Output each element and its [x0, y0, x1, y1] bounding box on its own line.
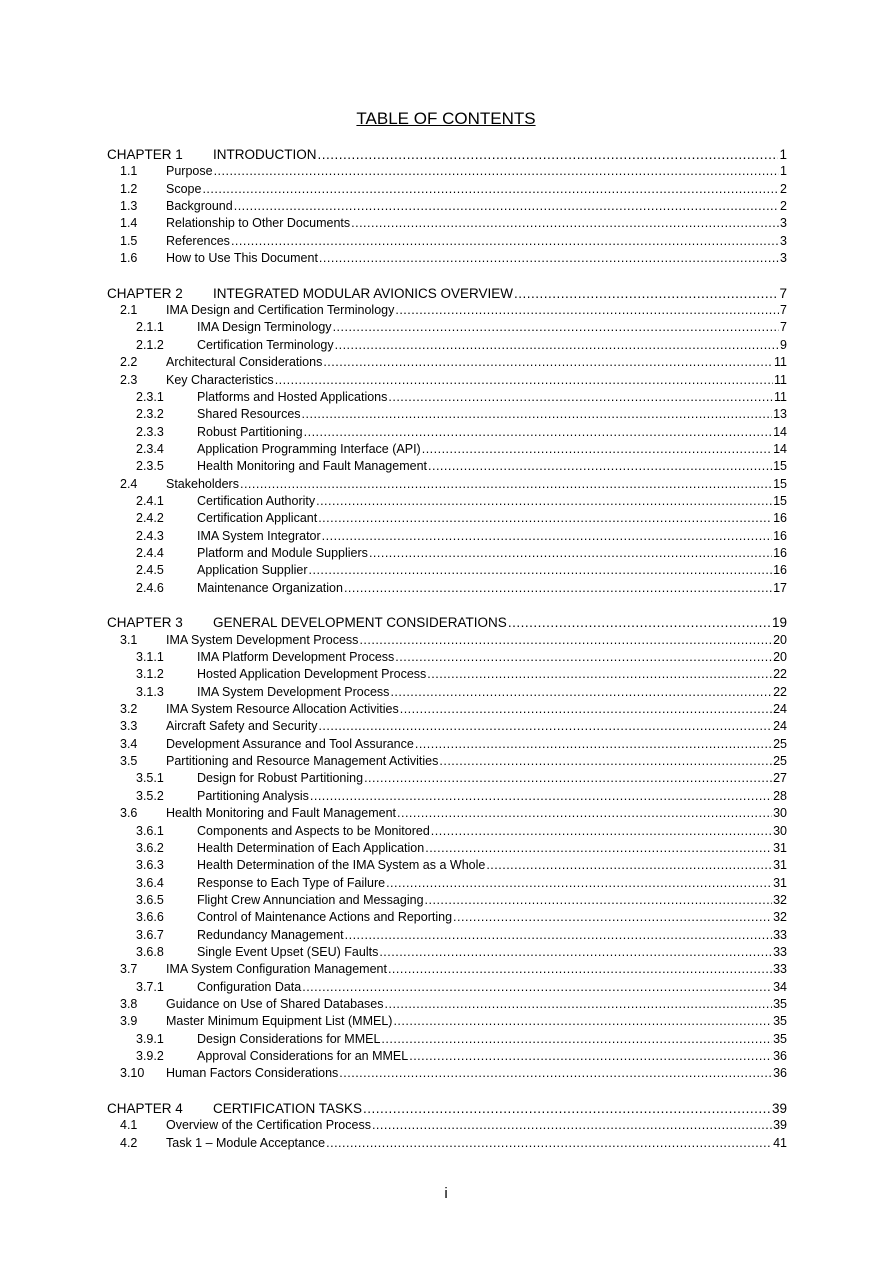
toc-entry-number: 2.4.3: [136, 528, 164, 543]
toc-entry-number: CHAPTER 2: [107, 285, 183, 301]
toc-entry-title: Application Supplier: [197, 563, 308, 578]
toc-entry-title: Hosted Application Development Process: [197, 667, 427, 682]
toc-entry-number: 3.4: [120, 736, 138, 751]
toc-subsection-entry[interactable]: [107, 649, 787, 666]
toc-dot-leader: [240, 476, 772, 493]
toc-entry-title: Master Minimum Equipment List (MMEL): [166, 1014, 393, 1029]
toc-dot-leader: [425, 840, 772, 857]
toc-entry-title: IMA System Development Process: [166, 632, 359, 647]
toc-dot-leader: [333, 319, 779, 336]
toc-entry-title: Aircraft Safety and Security: [166, 719, 318, 734]
toc-entry-page: 22: [773, 684, 787, 699]
toc-subsection-entry[interactable]: [107, 788, 787, 805]
toc-entry-title: Certification Terminology: [197, 337, 334, 352]
toc-entry-page: 27: [773, 771, 787, 786]
toc-entry-number: 3.7.1: [136, 979, 164, 994]
toc-subsection-entry[interactable]: [107, 979, 787, 996]
toc-entry-page: 16: [773, 563, 787, 578]
toc-entry-title: IMA System Development Process: [197, 684, 390, 699]
toc-subsection-entry[interactable]: [107, 927, 787, 944]
toc-subsection-entry[interactable]: [107, 770, 787, 787]
toc-entry-page: 32: [773, 910, 787, 925]
toc-section-entry[interactable]: [107, 1135, 787, 1152]
toc-entry-number: 3.9: [120, 1014, 138, 1029]
toc-section-entry[interactable]: [107, 1117, 787, 1134]
toc-dot-leader: [339, 1065, 772, 1082]
toc-entry-number: 3.6.4: [136, 875, 164, 890]
toc-entry-title: Partitioning Analysis: [197, 788, 309, 803]
toc-entry-title: Shared Resources: [197, 407, 301, 422]
toc-entry-title: Control of Maintenance Actions and Reporting: [197, 910, 453, 925]
toc-section-entry[interactable]: [107, 302, 787, 319]
toc-subsection-entry[interactable]: [107, 528, 787, 545]
toc-entry-page: 20: [773, 632, 787, 647]
toc-entry-number: 3.5.1: [136, 771, 164, 786]
toc-dot-leader: [326, 1135, 772, 1152]
toc-entry-number: 3.9.1: [136, 1031, 164, 1046]
toc-entry-number: 3.6.8: [136, 944, 164, 959]
toc-dot-leader: [395, 649, 772, 666]
toc-entry-number: 1.3: [120, 199, 138, 214]
toc-dot-leader: [415, 736, 772, 753]
toc-entry-title: Health Monitoring and Fault Management: [166, 806, 396, 821]
toc-entry-page: 2: [780, 181, 787, 196]
toc-entry-page: 11: [774, 389, 787, 404]
toc-entry-page: 31: [773, 858, 787, 873]
toc-entry-title: Design Considerations for MMEL: [197, 1031, 381, 1046]
page-number: i: [444, 1185, 448, 1202]
toc-entry-page: 35: [773, 996, 787, 1011]
toc-subsection-entry[interactable]: [107, 493, 787, 510]
toc-entry-page: 7: [779, 285, 787, 301]
toc-entry-page: 1: [779, 147, 787, 162]
toc-entry-page: 41: [773, 1135, 787, 1150]
toc-entry-title: Platforms and Hosted Applications: [197, 389, 388, 404]
toc-entry-number: 3.6.2: [136, 840, 164, 855]
toc-subsection-entry[interactable]: [107, 909, 787, 926]
toc-entry-page: 15: [773, 493, 787, 508]
toc-dot-leader: [345, 927, 772, 944]
toc-dot-leader: [395, 302, 779, 319]
toc-dot-leader: [302, 406, 773, 423]
toc-dot-leader: [422, 441, 772, 458]
toc-entry-page: 13: [773, 407, 787, 422]
toc-subsection-entry[interactable]: [107, 562, 787, 579]
toc-entry-page: 30: [773, 806, 787, 821]
toc-subsection-entry[interactable]: [107, 545, 787, 562]
toc-entry-number: 2.1.2: [136, 337, 164, 352]
toc-entry-page: 28: [773, 788, 787, 803]
toc-entry-number: 2.4.4: [136, 545, 164, 560]
toc-entry-page: 3: [780, 216, 787, 231]
toc-entry-title: Certification Applicant: [197, 511, 318, 526]
toc-entry-number: 3.6.7: [136, 927, 164, 942]
toc-entry-number: 2.4: [120, 476, 138, 491]
toc-entry-page: 7: [780, 303, 787, 318]
toc-section-entry[interactable]: [107, 250, 787, 267]
toc-entry-page: 15: [773, 476, 787, 491]
toc-dot-leader: [319, 250, 779, 267]
toc-entry-page: 25: [773, 754, 787, 769]
toc-entry-number: 3.2: [120, 702, 138, 717]
toc-entry-number: 3.1: [120, 632, 138, 647]
toc-entry-page: 36: [773, 1066, 787, 1081]
toc-entry-number: 3.10: [120, 1066, 145, 1081]
toc-entry-title: Scope: [166, 181, 202, 196]
toc-entry-title: Response to Each Type of Failure: [197, 875, 386, 890]
toc-subsection-entry[interactable]: [107, 406, 787, 423]
toc-entry-page: 39: [773, 1118, 787, 1133]
toc-entry-title: IMA System Integrator: [197, 528, 321, 543]
toc-entry-title: GENERAL DEVELOPMENT CONSIDERATIONS: [213, 615, 507, 631]
toc-dot-leader: [453, 909, 772, 926]
toc-entry-page: 32: [773, 892, 787, 907]
toc-entry-page: 36: [773, 1048, 787, 1063]
toc-subsection-entry[interactable]: [107, 1048, 787, 1065]
toc-entry-page: 31: [773, 840, 787, 855]
toc-dot-leader: [323, 354, 773, 371]
toc-dot-leader: [431, 823, 772, 840]
toc-entry-page: 33: [773, 962, 787, 977]
toc-subsection-entry[interactable]: [107, 389, 787, 406]
toc-entry-number: 3.6.6: [136, 910, 164, 925]
toc-entry-page: 25: [773, 736, 787, 751]
toc-subsection-entry[interactable]: [107, 823, 787, 840]
toc-dot-leader: [214, 163, 779, 180]
toc-dot-leader: [322, 528, 772, 545]
toc-entry-title: Health Determination of the IMA System as a Whole: [197, 858, 486, 873]
toc-entry-number: 3.7: [120, 962, 138, 977]
toc-entry-title: Redundancy Management: [197, 927, 344, 942]
toc-entry-title: Key Characteristics: [166, 372, 274, 387]
toc-subsection-entry[interactable]: [107, 892, 787, 909]
toc-entry-page: 7: [780, 320, 787, 335]
toc-entry-page: 19: [771, 615, 787, 631]
toc-entry-title: Maintenance Organization: [197, 580, 343, 595]
toc-entry-number: 1.5: [120, 233, 138, 248]
toc-entry-page: 20: [773, 650, 787, 665]
toc-entry-title: How to Use This Document: [166, 251, 318, 266]
toc-subsection-entry[interactable]: [107, 319, 787, 336]
toc-entry-title: Task 1 – Module Acceptance: [166, 1135, 326, 1150]
toc-entry-number: 3.8: [120, 996, 138, 1011]
toc-subsection-entry[interactable]: [107, 580, 787, 597]
toc-section-entry[interactable]: [107, 753, 787, 770]
toc-entry-title: IMA Design Terminology: [197, 320, 332, 335]
toc-entry-number: 3.1.1: [136, 650, 164, 665]
toc-entry-page: 2: [780, 199, 787, 214]
toc-entry-page: 24: [773, 702, 787, 717]
toc-subsection-entry[interactable]: [107, 857, 787, 874]
toc-entry-page: 11: [774, 372, 787, 387]
toc-entry-title: Partitioning and Resource Management Activities: [166, 754, 439, 769]
toc-subsection-entry[interactable]: [107, 840, 787, 857]
toc-entry-page: 3: [780, 251, 787, 266]
toc-subsection-entry[interactable]: [107, 944, 787, 961]
toc-dot-leader: [335, 337, 779, 354]
toc-entry-page: 14: [773, 424, 787, 439]
toc-entry-number: 3.5.2: [136, 788, 164, 803]
toc-dot-leader: [381, 1031, 772, 1048]
toc-entry-title: Stakeholders: [166, 476, 239, 491]
toc-entry-number: 3.6.3: [136, 858, 164, 873]
toc-entry-title: Components and Aspects to be Monitored: [197, 823, 430, 838]
toc-entry-page: 15: [773, 459, 787, 474]
toc-entry-title: IMA Design and Certification Terminology: [166, 303, 395, 318]
toc-dot-leader: [427, 666, 772, 683]
toc-section-entry[interactable]: [107, 1065, 787, 1082]
toc-entry-number: 4.1: [120, 1118, 138, 1133]
toc-subsection-entry[interactable]: [107, 458, 787, 475]
toc-dot-leader: [386, 875, 772, 892]
toc-dot-leader: [363, 1100, 771, 1117]
toc-dot-leader: [425, 892, 773, 909]
toc-entry-number: 3.3: [120, 719, 138, 734]
toc-subsection-entry[interactable]: [107, 441, 787, 458]
toc-dot-leader: [409, 1048, 772, 1065]
toc-entry-number: CHAPTER 1: [107, 147, 183, 162]
toc-entry-page: 24: [773, 719, 787, 734]
toc-entry-title: Guidance on Use of Shared Databases: [166, 996, 384, 1011]
toc-entry-title: Overview of the Certification Process: [166, 1118, 371, 1133]
toc-entry-title: Approval Considerations for an MMEL: [197, 1048, 409, 1063]
toc-section-entry[interactable]: [107, 701, 787, 718]
toc-entry-number: 2.1.1: [136, 320, 164, 335]
table-of-contents: [107, 146, 787, 1152]
toc-entry-number: 3.6: [120, 806, 138, 821]
toc-dot-leader: [316, 493, 772, 510]
toc-entry-number: 4.2: [120, 1135, 138, 1150]
toc-entry-page: 34: [773, 979, 787, 994]
toc-chapter-entry[interactable]: [107, 614, 787, 631]
toc-dot-leader: [385, 996, 773, 1013]
toc-dot-leader: [275, 372, 773, 389]
toc-entry-title: References: [166, 233, 230, 248]
toc-entry-title: Application Programming Interface (API): [197, 441, 421, 456]
toc-entry-page: 31: [773, 875, 787, 890]
toc-entry-page: 16: [773, 511, 787, 526]
toc-chapter-entry[interactable]: [107, 146, 787, 163]
toc-entry-title: Relationship to Other Documents: [166, 216, 351, 231]
toc-entry-title: IMA Platform Development Process: [197, 650, 395, 665]
toc-entry-number: 2.3.4: [136, 441, 164, 456]
toc-section-entry[interactable]: [107, 1013, 787, 1030]
toc-dot-leader: [310, 788, 772, 805]
toc-dot-leader: [318, 146, 779, 163]
toc-section-entry[interactable]: [107, 736, 787, 753]
toc-entry-title: Health Monitoring and Fault Management: [197, 459, 427, 474]
toc-entry-title: INTRODUCTION: [213, 147, 317, 162]
toc-entry-page: 11: [774, 355, 787, 370]
toc-entry-title: IMA System Resource Allocation Activities: [166, 702, 399, 717]
toc-entry-number: 2.3.2: [136, 407, 164, 422]
toc-entry-number: CHAPTER 3: [107, 615, 183, 631]
toc-dot-leader: [508, 614, 771, 631]
toc-entry-page: 9: [780, 337, 787, 352]
toc-entry-page: 33: [773, 927, 787, 942]
toc-section-entry[interactable]: [107, 996, 787, 1013]
toc-dot-leader: [439, 753, 772, 770]
toc-dot-leader: [428, 458, 772, 475]
toc-entry-page: 16: [773, 545, 787, 560]
toc-dot-leader: [364, 770, 772, 787]
toc-entry-number: 1.6: [120, 251, 138, 266]
toc-dot-leader: [393, 1013, 772, 1030]
toc-entry-number: 2.4.2: [136, 511, 164, 526]
toc-entry-page: 17: [773, 580, 787, 595]
toc-entry-number: 3.1.2: [136, 667, 164, 682]
toc-entry-number: 2.3.5: [136, 459, 164, 474]
toc-subsection-entry[interactable]: [107, 684, 787, 701]
toc-entry-title: Platform and Module Suppliers: [197, 545, 368, 560]
toc-entry-page: 30: [773, 823, 787, 838]
toc-entry-number: 3.9.2: [136, 1048, 164, 1063]
toc-dot-leader: [369, 545, 772, 562]
toc-subsection-entry[interactable]: [107, 875, 787, 892]
toc-dot-leader: [372, 1117, 772, 1134]
toc-chapter-entry[interactable]: [107, 285, 787, 302]
toc-entry-page: 35: [773, 1014, 787, 1029]
toc-chapter-entry[interactable]: [107, 1100, 787, 1117]
toc-entry-number: 1.1: [120, 164, 138, 179]
toc-entry-title: Design for Robust Partitioning: [197, 771, 364, 786]
toc-dot-leader: [400, 701, 772, 718]
toc-entry-title: INTEGRATED MODULAR AVIONICS OVERVIEW: [213, 285, 514, 301]
toc-entry-title: Development Assurance and Tool Assurance: [166, 736, 414, 751]
toc-entry-number: 2.1: [120, 303, 138, 318]
toc-dot-leader: [514, 285, 778, 302]
toc-section-entry[interactable]: [107, 718, 787, 735]
toc-entry-page: 35: [773, 1031, 787, 1046]
toc-section-entry[interactable]: [107, 632, 787, 649]
toc-dot-leader: [202, 181, 779, 198]
toc-entry-title: CERTIFICATION TASKS: [213, 1101, 363, 1117]
toc-dot-leader: [397, 805, 772, 822]
toc-dot-leader: [388, 961, 772, 978]
toc-entry-title: Purpose: [166, 164, 213, 179]
toc-section-entry[interactable]: [107, 181, 787, 198]
toc-entry-title: IMA System Configuration Management: [166, 962, 387, 977]
toc-dot-leader: [486, 857, 772, 874]
toc-section-entry[interactable]: [107, 215, 787, 232]
toc-entry-number: 1.2: [120, 181, 138, 196]
toc-entry-number: 2.4.1: [136, 493, 164, 508]
toc-section-entry[interactable]: [107, 961, 787, 978]
toc-entry-number: 2.3.1: [136, 389, 164, 404]
toc-entry-title: Single Event Upset (SEU) Faults: [197, 944, 379, 959]
toc-entry-page: 14: [773, 441, 787, 456]
toc-dot-leader: [359, 632, 772, 649]
toc-entry-number: 3.1.3: [136, 684, 164, 699]
toc-dot-leader: [388, 389, 773, 406]
toc-entry-title: Human Factors Considerations: [166, 1066, 339, 1081]
toc-entry-page: 22: [773, 667, 787, 682]
toc-section-entry[interactable]: [107, 233, 787, 250]
toc-dot-leader: [318, 510, 772, 527]
toc-entry-number: 2.2: [120, 355, 138, 370]
toc-subsection-entry[interactable]: [107, 666, 787, 683]
toc-dot-leader: [234, 198, 779, 215]
toc-entry-title: Robust Partitioning: [197, 424, 303, 439]
toc-section-entry[interactable]: [107, 163, 787, 180]
toc-subsection-entry[interactable]: [107, 337, 787, 354]
toc-entry-page: 3: [780, 233, 787, 248]
toc-entry-number: 3.6.5: [136, 892, 164, 907]
toc-title: TABLE OF CONTENTS: [356, 109, 536, 128]
toc-entry-number: 2.3.3: [136, 424, 164, 439]
toc-entry-title: Background: [166, 199, 233, 214]
toc-entry-title: Architectural Considerations: [166, 355, 323, 370]
toc-dot-leader: [304, 424, 772, 441]
toc-subsection-entry[interactable]: [107, 1031, 787, 1048]
toc-section-entry[interactable]: [107, 476, 787, 493]
toc-entry-number: 2.3: [120, 372, 138, 387]
toc-entry-number: 3.5: [120, 754, 138, 769]
toc-dot-leader: [379, 944, 772, 961]
toc-section-entry[interactable]: [107, 805, 787, 822]
toc-dot-leader: [309, 562, 773, 579]
toc-entry-number: CHAPTER 4: [107, 1101, 183, 1117]
toc-entry-title: Health Determination of Each Application: [197, 840, 425, 855]
toc-entry-number: 2.4.6: [136, 580, 164, 595]
toc-dot-leader: [302, 979, 772, 996]
toc-section-entry[interactable]: [107, 354, 787, 371]
toc-dot-leader: [351, 215, 779, 232]
toc-dot-leader: [318, 718, 772, 735]
toc-subsection-entry[interactable]: [107, 510, 787, 527]
toc-entry-title: Flight Crew Annunciation and Messaging: [197, 892, 424, 907]
toc-section-entry[interactable]: [107, 198, 787, 215]
toc-dot-leader: [344, 580, 772, 597]
toc-entry-number: 2.4.5: [136, 563, 164, 578]
toc-subsection-entry[interactable]: [107, 424, 787, 441]
toc-dot-leader: [231, 233, 779, 250]
toc-entry-page: 33: [773, 944, 787, 959]
toc-entry-title: Configuration Data: [197, 979, 302, 994]
toc-entry-page: 16: [773, 528, 787, 543]
toc-entry-number: 1.4: [120, 216, 138, 231]
toc-section-entry[interactable]: [107, 372, 787, 389]
toc-dot-leader: [390, 684, 772, 701]
toc-entry-page: 1: [780, 164, 787, 179]
toc-entry-title: Certification Authority: [197, 493, 316, 508]
toc-entry-page: 39: [771, 1101, 787, 1117]
toc-entry-number: 3.6.1: [136, 823, 164, 838]
